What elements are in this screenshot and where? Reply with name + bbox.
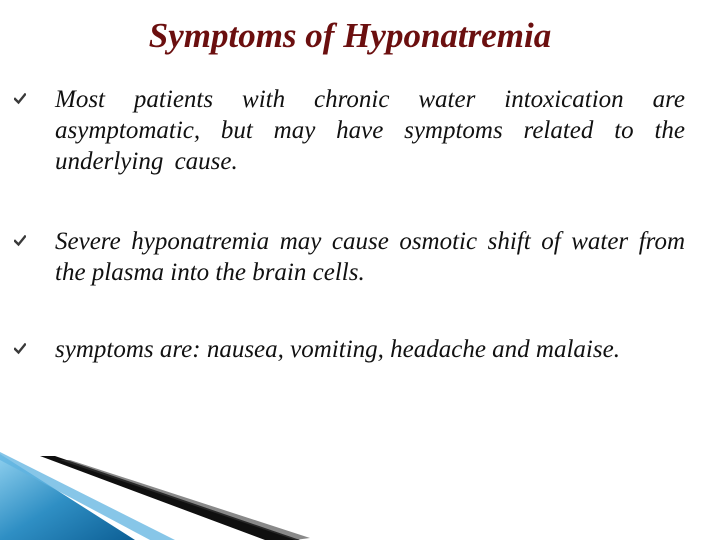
bullet-text: Most patients with chronic water intoxication are asymptomatic, but may have symptoms related to the underlying cause.: [55, 86, 685, 175]
bullet-text: Severe hyponatremia may cause osmotic shift of water from the plasma into the brain cells.: [55, 228, 685, 286]
checkmark-bullet-icon: [14, 235, 26, 247]
corner-decoration: [0, 450, 310, 540]
checkmark-bullet-icon: [14, 343, 26, 355]
checkmark-bullet-icon: [14, 93, 26, 105]
bullet-text: symptoms are: nausea, vomiting, headache and malaise.: [55, 336, 620, 363]
slide-title: Symptoms of Hyponatremia: [148, 16, 552, 55]
